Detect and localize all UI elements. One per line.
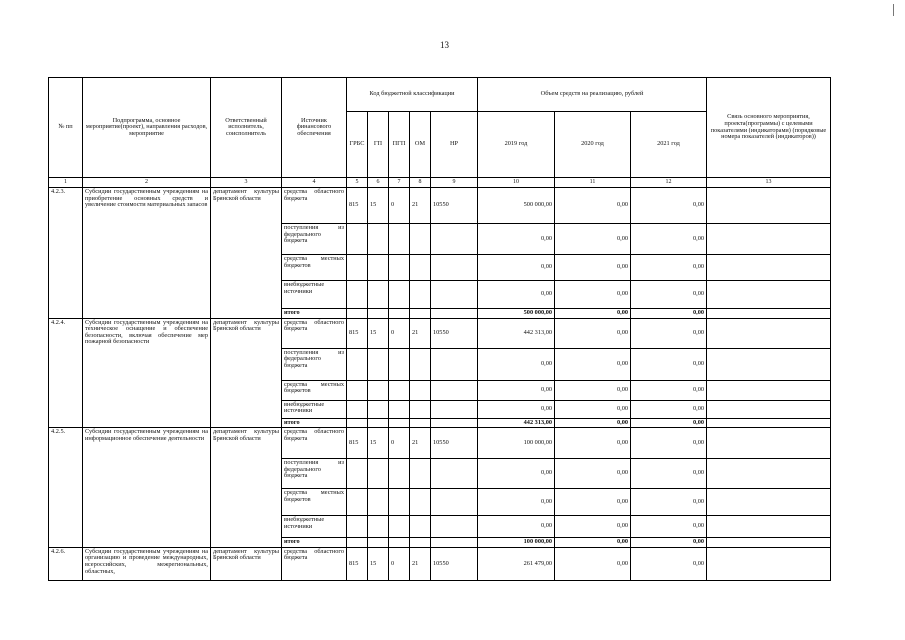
funding-source: средства местных бюджетов	[282, 255, 347, 281]
header-year-2021: 2021 год	[631, 112, 707, 178]
header-volume: Объем средств на реализацию, рублей	[478, 78, 707, 112]
budget-code-cell	[410, 224, 431, 255]
indicator-link	[707, 400, 831, 418]
indicator-link	[707, 547, 831, 580]
header-executor: Ответственный исполнитель, соисполнитель	[211, 78, 282, 178]
budget-code-cell: 15	[368, 318, 389, 348]
budget-code-cell	[347, 255, 368, 281]
budget-code-cell	[410, 348, 431, 380]
index-cell: 3	[211, 178, 282, 188]
amount-2020: 0,00	[555, 428, 631, 459]
amount-2020: 0,00	[555, 188, 631, 224]
budget-code-cell	[368, 380, 389, 400]
budget-code-cell	[389, 348, 410, 380]
amount-2021: 0,00	[631, 418, 707, 428]
amount-2021: 0,00	[631, 380, 707, 400]
amount-2019: 0,00	[478, 489, 555, 516]
header-year-2019: 2019 год	[478, 112, 555, 178]
funding-source: итого	[282, 309, 347, 319]
amount-2019: 0,00	[478, 400, 555, 418]
indicator-link	[707, 380, 831, 400]
budget-code-cell	[347, 459, 368, 489]
item-executor: департамент культуры Брянской области	[211, 547, 282, 580]
budget-code-cell	[431, 418, 478, 428]
amount-2021: 0,00	[631, 309, 707, 319]
budget-code-cell	[347, 400, 368, 418]
budget-code-cell	[431, 309, 478, 319]
budget-code-cell	[389, 418, 410, 428]
budget-code-cell: 15	[368, 547, 389, 580]
funding-row	[49, 547, 831, 580]
budget-code-cell	[368, 281, 389, 309]
amount-2019: 442 313,00	[478, 418, 555, 428]
funding-source: средства областного бюджета	[282, 318, 347, 348]
budget-code-cell: 21	[410, 428, 431, 459]
funding-source: внебюджетные источники	[282, 516, 347, 538]
index-cell: 4	[282, 178, 347, 188]
indicator-link	[707, 348, 831, 380]
budget-code-cell	[347, 224, 368, 255]
header-code-grbs: ГРБС	[347, 112, 368, 178]
budget-code-cell	[368, 348, 389, 380]
amount-2021: 0,00	[631, 538, 707, 548]
header-source: Источник финансового обеспечения	[282, 78, 347, 178]
indicator-link	[707, 255, 831, 281]
funding-source: поступления из федерального бюджета	[282, 224, 347, 255]
budget-code-cell	[389, 459, 410, 489]
budget-code-cell	[368, 489, 389, 516]
budget-code-cell	[347, 418, 368, 428]
amount-2021: 0,00	[631, 281, 707, 309]
amount-2020: 0,00	[555, 309, 631, 319]
budget-code-cell	[431, 489, 478, 516]
budget-code-cell	[347, 281, 368, 309]
funding-source: средства местных бюджетов	[282, 380, 347, 400]
budget-code-cell	[347, 516, 368, 538]
funding-source: итого	[282, 418, 347, 428]
amount-2019: 0,00	[478, 348, 555, 380]
funding-row	[49, 318, 831, 348]
budget-code-cell	[389, 489, 410, 516]
amount-2021: 0,00	[631, 255, 707, 281]
amount-2021: 0,00	[631, 224, 707, 255]
budget-code-cell	[431, 459, 478, 489]
index-cell: 6	[368, 178, 389, 188]
budget-code-cell	[347, 380, 368, 400]
budget-code-cell	[431, 255, 478, 281]
budget-code-cell	[389, 400, 410, 418]
amount-2020: 0,00	[555, 348, 631, 380]
budget-code-cell	[410, 538, 431, 548]
amount-2019: 0,00	[478, 380, 555, 400]
amount-2020: 0,00	[555, 516, 631, 538]
budget-code-cell: 10550	[431, 318, 478, 348]
budget-code-cell: 15	[368, 188, 389, 224]
scan-edge-mark	[893, 4, 894, 16]
indicator-link	[707, 428, 831, 459]
funding-source: средства областного бюджета	[282, 188, 347, 224]
budget-table-body	[49, 188, 831, 581]
item-executor: департамент культуры Брянской области	[211, 428, 282, 548]
header-code-gp: ГП	[368, 112, 389, 178]
amount-2020: 0,00	[555, 418, 631, 428]
indicator-link	[707, 538, 831, 548]
funding-source: внебюджетные источники	[282, 281, 347, 309]
amount-2019: 442 313,00	[478, 318, 555, 348]
budget-code-cell	[368, 224, 389, 255]
amount-2019: 500 000,00	[478, 309, 555, 319]
amount-2020: 0,00	[555, 489, 631, 516]
item-number: 4.2.5.	[49, 428, 83, 548]
index-cell: 2	[83, 178, 211, 188]
amount-2021: 0,00	[631, 547, 707, 580]
amount-2021: 0,00	[631, 400, 707, 418]
amount-2020: 0,00	[555, 400, 631, 418]
budget-table	[48, 77, 831, 581]
funding-row	[49, 428, 831, 459]
header-code-om: ОМ	[410, 112, 431, 178]
budget-code-cell	[389, 380, 410, 400]
indicator-link	[707, 281, 831, 309]
amount-2021: 0,00	[631, 489, 707, 516]
amount-2021: 0,00	[631, 188, 707, 224]
funding-source: средства местных бюджетов	[282, 489, 347, 516]
budget-code-cell	[410, 459, 431, 489]
amount-2021: 0,00	[631, 459, 707, 489]
budget-code-cell: 15	[368, 428, 389, 459]
budget-code-cell	[431, 516, 478, 538]
budget-code-cell	[368, 400, 389, 418]
budget-code-cell	[347, 309, 368, 319]
index-cell: 8	[410, 178, 431, 188]
budget-code-cell	[410, 516, 431, 538]
budget-code-cell	[389, 538, 410, 548]
budget-code-cell: 10550	[431, 547, 478, 580]
header-no: № пп	[49, 78, 83, 178]
budget-code-cell: 815	[347, 547, 368, 580]
amount-2020: 0,00	[555, 318, 631, 348]
budget-code-cell: 0	[389, 188, 410, 224]
budget-code-cell: 815	[347, 188, 368, 224]
indicator-link	[707, 489, 831, 516]
amount-2019: 500 000,00	[478, 188, 555, 224]
budget-code-cell: 21	[410, 547, 431, 580]
item-program: Субсидии государственным учреждениям на организацию и проведение международных, всероссийских, межрегиональных, областных,	[83, 547, 211, 580]
amount-2019: 0,00	[478, 281, 555, 309]
amount-2020: 0,00	[555, 547, 631, 580]
funding-source: итого	[282, 538, 347, 548]
budget-code-cell: 21	[410, 318, 431, 348]
funding-row	[49, 188, 831, 224]
budget-code-cell	[410, 489, 431, 516]
index-cell: 9	[431, 178, 478, 188]
budget-code-cell: 815	[347, 318, 368, 348]
page-number: 13	[440, 40, 449, 50]
budget-code-cell	[431, 538, 478, 548]
header-budget-code: Код бюджетной классификации	[347, 78, 478, 112]
amount-2019: 0,00	[478, 255, 555, 281]
item-executor: департамент культуры Брянской области	[211, 188, 282, 319]
budget-code-cell	[389, 309, 410, 319]
indicator-link	[707, 418, 831, 428]
amount-2019: 100 000,00	[478, 428, 555, 459]
budget-code-cell	[347, 489, 368, 516]
index-cell: 5	[347, 178, 368, 188]
header-code-pgp: ПГП	[389, 112, 410, 178]
budget-code-cell	[347, 538, 368, 548]
amount-2020: 0,00	[555, 459, 631, 489]
budget-code-cell: 0	[389, 428, 410, 459]
budget-code-cell	[347, 348, 368, 380]
budget-code-cell	[410, 309, 431, 319]
funding-source: поступления из федерального бюджета	[282, 459, 347, 489]
item-number: 4.2.4.	[49, 318, 83, 428]
amount-2019: 100 000,00	[478, 538, 555, 548]
indicator-link	[707, 188, 831, 224]
amount-2020: 0,00	[555, 224, 631, 255]
amount-2019: 0,00	[478, 516, 555, 538]
amount-2021: 0,00	[631, 318, 707, 348]
amount-2020: 0,00	[555, 380, 631, 400]
funding-source: средства областного бюджета	[282, 547, 347, 580]
amount-2019: 0,00	[478, 224, 555, 255]
column-index-row	[49, 178, 831, 188]
item-program: Субсидии государственным учреждениям на техническое оснащение и обеспечение безопасности, включая обеспечение мер пожарной безопасности	[83, 318, 211, 428]
budget-code-cell	[368, 309, 389, 319]
budget-code-cell	[431, 400, 478, 418]
amount-2020: 0,00	[555, 538, 631, 548]
budget-code-cell	[410, 281, 431, 309]
header-program: Подпрограмма, основное мероприятие(проект), направления расходов, мероприятие	[83, 78, 211, 178]
amount-2020: 0,00	[555, 255, 631, 281]
funding-source: средства областного бюджета	[282, 428, 347, 459]
index-cell: 1	[49, 178, 83, 188]
amount-2019: 261 479,00	[478, 547, 555, 580]
budget-code-cell: 0	[389, 547, 410, 580]
indicator-link	[707, 224, 831, 255]
item-number: 4.2.3.	[49, 188, 83, 319]
index-cell: 12	[631, 178, 707, 188]
item-program: Субсидии государственным учреждениям на информационное обеспечение деятельности	[83, 428, 211, 548]
header-link: Связь основного мероприятия, проекта(программы) с целевыми показателями (индикаторами) (порядковые номера показателей (индикаторов))	[707, 78, 831, 178]
budget-code-cell	[431, 281, 478, 309]
indicator-link	[707, 318, 831, 348]
budget-code-cell	[410, 400, 431, 418]
budget-code-cell: 815	[347, 428, 368, 459]
budget-code-cell	[410, 380, 431, 400]
amount-2021: 0,00	[631, 516, 707, 538]
budget-code-cell: 0	[389, 318, 410, 348]
budget-code-cell	[410, 418, 431, 428]
item-program: Субсидии государственным учреждениям на приобретение основных средств и увеличение стоимости материальных запасов	[83, 188, 211, 319]
budget-code-cell	[368, 538, 389, 548]
budget-code-cell	[431, 224, 478, 255]
indicator-link	[707, 516, 831, 538]
budget-code-cell	[368, 418, 389, 428]
index-cell: 13	[707, 178, 831, 188]
index-cell: 10	[478, 178, 555, 188]
amount-2021: 0,00	[631, 348, 707, 380]
budget-code-cell	[431, 380, 478, 400]
budget-code-cell	[410, 255, 431, 281]
header-year-2020: 2020 год	[555, 112, 631, 178]
budget-code-cell	[431, 348, 478, 380]
funding-source: внебюджетные источники	[282, 400, 347, 418]
budget-code-cell: 21	[410, 188, 431, 224]
budget-code-cell	[389, 224, 410, 255]
budget-code-cell	[389, 281, 410, 309]
index-cell: 11	[555, 178, 631, 188]
indicator-link	[707, 459, 831, 489]
budget-code-cell	[389, 516, 410, 538]
amount-2019: 0,00	[478, 459, 555, 489]
budget-code-cell: 10550	[431, 428, 478, 459]
budget-code-cell	[368, 255, 389, 281]
budget-code-cell	[389, 255, 410, 281]
funding-source: поступления из федерального бюджета	[282, 348, 347, 380]
amount-2021: 0,00	[631, 428, 707, 459]
budget-code-cell	[368, 516, 389, 538]
header-code-nr: НР	[431, 112, 478, 178]
amount-2020: 0,00	[555, 281, 631, 309]
index-cell: 7	[389, 178, 410, 188]
item-executor: департамент культуры Брянской области	[211, 318, 282, 428]
indicator-link	[707, 309, 831, 319]
item-number: 4.2.6.	[49, 547, 83, 580]
budget-code-cell: 10550	[431, 188, 478, 224]
budget-code-cell	[368, 459, 389, 489]
